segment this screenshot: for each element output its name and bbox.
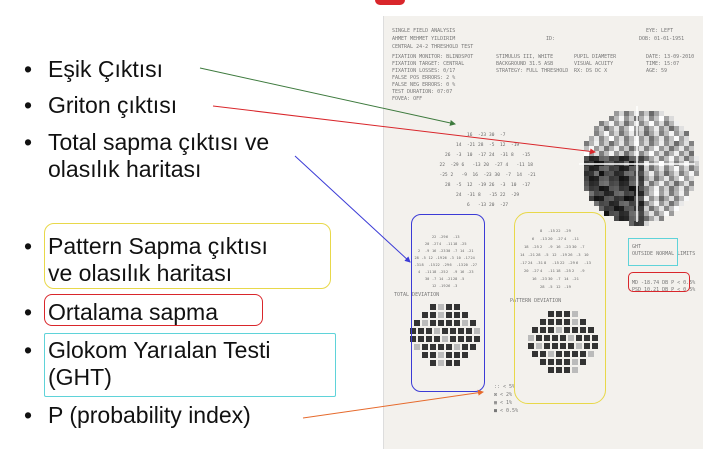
printout-cell: 14 bbox=[564, 276, 569, 281]
printout-fix-monitor: FIXATION MONITOR: BLINDSPOT bbox=[392, 54, 474, 60]
printout-cell: 28 bbox=[478, 143, 484, 148]
printout-cell: 20 bbox=[425, 242, 430, 246]
printout-cell: -29 bbox=[568, 260, 575, 265]
printout-cell: -23 bbox=[439, 249, 446, 253]
printout-cell: -23 bbox=[564, 244, 571, 249]
printout-cell: -5 bbox=[544, 252, 549, 257]
printout-cell: -5 bbox=[460, 277, 465, 281]
printout-cell: -27 bbox=[500, 203, 509, 208]
printout-cell: 2 bbox=[450, 173, 454, 178]
printout-cell: -13 bbox=[472, 163, 481, 168]
printout-cell: 12 bbox=[552, 252, 557, 257]
printout-cell: -15 bbox=[489, 193, 498, 198]
printout-dob: DOB: 01-01-1951 bbox=[639, 36, 685, 42]
printout-cell: -19 bbox=[439, 284, 446, 288]
printout-cell: -3 bbox=[500, 183, 506, 188]
bullet-dot: • bbox=[24, 56, 33, 82]
printout-cell: 22 bbox=[560, 260, 565, 265]
printout-cell: -7 bbox=[556, 276, 561, 281]
bullet-line: Pattern Sapma çıktısı bbox=[48, 233, 268, 259]
printout-cell: -21 bbox=[528, 252, 535, 257]
printout-cell: 24 bbox=[528, 260, 533, 265]
printout-cell: -13 bbox=[540, 236, 547, 241]
printout-time: TIME: 15:07 bbox=[646, 61, 680, 67]
printout-cell: -13 bbox=[584, 260, 591, 265]
printout-cell: -11 bbox=[446, 242, 453, 246]
printout-cell: 22 bbox=[432, 235, 437, 239]
printout-cell: -27 bbox=[532, 268, 539, 273]
printout-cell: 10 bbox=[456, 256, 461, 260]
printout-cell: 30 bbox=[489, 133, 495, 138]
printout-cell: 24 bbox=[489, 153, 495, 158]
printout-rx: RX: DS DC X bbox=[574, 68, 608, 74]
printout-cell: 24 bbox=[456, 193, 462, 198]
printout-cell: -31 bbox=[467, 193, 476, 198]
printout-cell: -3 bbox=[456, 153, 462, 158]
printout-cell: 22 bbox=[556, 228, 561, 233]
printout-cell: 30 bbox=[425, 277, 430, 281]
printout-cell: 20 bbox=[548, 236, 553, 241]
printout-cell: 16 bbox=[432, 249, 437, 253]
printout-cell: 18 bbox=[556, 268, 561, 273]
printout-cell: -27 bbox=[470, 263, 477, 267]
printout-program: CENTRAL 24-2 THRESHOLD TEST bbox=[392, 44, 474, 50]
printout-cell: 18 bbox=[453, 242, 458, 246]
printout-patient: AHMET MEHMET YILDIRIM bbox=[392, 36, 456, 42]
printout-cell: -29 bbox=[439, 235, 446, 239]
printout-cell: 14 bbox=[516, 173, 522, 178]
printout-cell: -29 bbox=[442, 263, 449, 267]
printout-cell: 8 bbox=[421, 263, 424, 267]
printout-cell: 2 bbox=[540, 244, 543, 249]
printout-cell: 26 bbox=[446, 284, 451, 288]
printout-cell: -15 bbox=[428, 263, 435, 267]
bullet-dot: • bbox=[24, 299, 33, 325]
printout-cell: 14 bbox=[460, 249, 465, 253]
printout-date: DATE: 13-09-2010 bbox=[646, 54, 695, 60]
printout-cell: 26 bbox=[489, 183, 495, 188]
printout-cell: 20 bbox=[483, 163, 489, 168]
printout-cell: 22 bbox=[439, 163, 445, 168]
bullet-line: Total sapma çıktısı ve bbox=[48, 129, 270, 155]
printout-cell: 12 bbox=[432, 284, 437, 288]
printout-cell: 8 bbox=[478, 193, 481, 198]
printout-cell: 18 bbox=[527, 163, 533, 168]
printout-cell: 2 bbox=[418, 249, 421, 253]
printout-cell: 22 bbox=[500, 193, 506, 198]
printout-psd-value: PSD 10.21 DB P < 0.5% bbox=[632, 287, 696, 293]
printout-cell: -27 bbox=[494, 163, 503, 168]
printout-false-pos: FALSE POS ERRORS: 2 % bbox=[392, 75, 456, 81]
printout-cell: 20 bbox=[489, 203, 495, 208]
printout-cell: -31 bbox=[536, 260, 543, 265]
printout-cell: 20 bbox=[463, 263, 468, 267]
printout-cell: 16 bbox=[467, 133, 473, 138]
printout-cell: 26 bbox=[445, 153, 451, 158]
printout-ght-value: OUTSIDE NORMAL LIMITS bbox=[632, 251, 696, 257]
printout-cell: 12 bbox=[467, 183, 473, 188]
bullet-text: Griton çıktısı bbox=[48, 92, 178, 118]
printout-cell: -9 bbox=[548, 244, 553, 249]
printout-cell: -7 bbox=[432, 277, 437, 281]
printout-cell: 14 bbox=[456, 143, 462, 148]
printout-cell: -17 bbox=[520, 260, 527, 265]
printout-cell: -23 bbox=[478, 133, 487, 138]
printout-cell: -19 bbox=[511, 143, 520, 148]
printout-cell: -29 bbox=[564, 228, 571, 233]
printout-eye: EYE: LEFT bbox=[646, 28, 674, 34]
printout-cell: -13 bbox=[478, 203, 487, 208]
printout-cell: 6 bbox=[576, 260, 579, 265]
printout-cell: 16 bbox=[472, 173, 478, 178]
printout-cell: 28 bbox=[536, 252, 541, 257]
printout-cell: -21 bbox=[467, 249, 474, 253]
arrow-esik bbox=[200, 68, 455, 124]
printout-cell: 28 bbox=[445, 183, 451, 188]
printout-cell: 6 bbox=[449, 263, 452, 267]
printout-cell: 6 bbox=[446, 235, 449, 239]
printout-cell: -19 bbox=[560, 252, 567, 257]
bullet-dot: • bbox=[24, 233, 33, 259]
printout-cell: -9 bbox=[425, 249, 430, 253]
arrow-total-sapma bbox=[295, 156, 410, 262]
printout-cell: -11 bbox=[425, 270, 432, 274]
printout-cell: -3 bbox=[449, 256, 454, 260]
printout-cell: -25 bbox=[439, 173, 448, 178]
printout-pattern-dev-label: PATTERN DEVIATION bbox=[510, 298, 562, 304]
printout-cell: 4 bbox=[505, 163, 509, 168]
printout-fix-losses: FIXATION LOSSES: 0/17 bbox=[392, 68, 456, 74]
printout-cell: -5 bbox=[456, 183, 462, 188]
printout-cell: -21 bbox=[446, 277, 453, 281]
printout-cell: -11 bbox=[548, 268, 555, 273]
printout-cell: 20 bbox=[524, 268, 529, 273]
printout-cell: -17 bbox=[522, 183, 531, 188]
printout-cell: 6 bbox=[532, 236, 535, 241]
bullet-text: Ortalama sapma bbox=[48, 299, 219, 325]
printout-cell: -25 bbox=[532, 244, 539, 249]
printout-cell: -7 bbox=[580, 244, 585, 249]
printout-legend-2: ⊠ < 2% bbox=[494, 392, 513, 398]
printout-cell: 30 bbox=[446, 249, 451, 253]
printout-cell: -29 bbox=[511, 193, 520, 198]
printout-cell: -11 bbox=[572, 236, 579, 241]
printout-cell: -21 bbox=[527, 173, 536, 178]
printout-cell: 16 bbox=[460, 270, 465, 274]
printout-cell: -27 bbox=[432, 242, 439, 246]
printout-cell: -15 bbox=[548, 228, 555, 233]
printout-cell: 24 bbox=[470, 256, 475, 260]
printout-cell: -17 bbox=[463, 256, 470, 260]
printout-cell: -29 bbox=[450, 163, 459, 168]
printout-cell: 28 bbox=[414, 256, 419, 260]
printout-cell: 30 bbox=[548, 276, 553, 281]
printout-cell: -13 bbox=[453, 235, 460, 239]
printout-id: ID: bbox=[546, 36, 556, 42]
printout-ght-label: GHT bbox=[632, 244, 642, 250]
printout-cell: -27 bbox=[556, 236, 563, 241]
printout-cell: 30 bbox=[572, 244, 577, 249]
printout-cell: 18 bbox=[432, 270, 437, 274]
printout-cell: -21 bbox=[572, 276, 579, 281]
arrow-probability bbox=[303, 392, 483, 418]
printout-cell: 10 bbox=[467, 153, 473, 158]
printout-cell: 26 bbox=[568, 252, 573, 257]
printout-cell: 8 bbox=[540, 228, 543, 233]
printout-cell: 4 bbox=[439, 242, 442, 246]
printout-cell: -5 bbox=[421, 256, 426, 260]
printout-cell: -31 bbox=[414, 263, 421, 267]
printout-cell: -15 bbox=[522, 153, 531, 158]
printout-cell: 28 bbox=[453, 277, 458, 281]
printout-cell: 16 bbox=[556, 244, 561, 249]
bullet-dot: • bbox=[24, 402, 33, 428]
printout-cell: 10 bbox=[511, 183, 517, 188]
bullet-line: ve olasılık haritası bbox=[48, 260, 233, 286]
printout-cell: 2 bbox=[446, 270, 449, 274]
printout-cell: -19 bbox=[564, 284, 571, 289]
printout-cell: 12 bbox=[428, 256, 433, 260]
printout-duration: TEST DURATION: 07:07 bbox=[392, 89, 453, 95]
printout-cell: 8 bbox=[544, 260, 547, 265]
printout-cell: 4 bbox=[540, 268, 543, 273]
printout-cell: -15 bbox=[552, 260, 559, 265]
printout-cell: -21 bbox=[467, 143, 476, 148]
printout-cell: 6 bbox=[461, 163, 465, 168]
printout-cell: -31 bbox=[500, 153, 509, 158]
bullet-text: P (probability index) bbox=[48, 402, 251, 428]
printout-cell: -23 bbox=[483, 173, 492, 178]
bullet-dot: • bbox=[24, 337, 33, 363]
printout-cell: -25 bbox=[439, 270, 446, 274]
bullet-line: olasılık haritası bbox=[48, 156, 202, 182]
printout-strategy: STRATEGY: FULL THRESHOLD bbox=[496, 68, 569, 74]
printout-cell: 4 bbox=[418, 270, 421, 274]
printout-cell: 28 bbox=[540, 284, 545, 289]
printout-cell: 22 bbox=[435, 263, 440, 267]
printout-cell: -9 bbox=[580, 268, 585, 273]
printout-stimulus: STIMULUS III, WHITE bbox=[496, 54, 554, 60]
printout-fovea: FOVEA: OFF bbox=[392, 96, 423, 102]
printout-cell: 30 bbox=[494, 173, 500, 178]
printout-cell: -7 bbox=[453, 249, 458, 253]
printout-cell: -3 bbox=[576, 252, 581, 257]
printout-legend-1: :: < 5% bbox=[494, 384, 516, 390]
printout-cell: 4 bbox=[564, 236, 567, 241]
printout-acuity: VISUAL ACUITY bbox=[574, 61, 614, 67]
printout-cell: -19 bbox=[478, 183, 487, 188]
printout-cell: -5 bbox=[489, 143, 495, 148]
printout-cell: -19 bbox=[435, 256, 442, 260]
printout-cell: -7 bbox=[505, 173, 511, 178]
printout-cell: -3 bbox=[453, 284, 458, 288]
printout-age: AGE: 59 bbox=[646, 68, 668, 74]
printout-cell: -13 bbox=[456, 263, 463, 267]
printout-cell: -25 bbox=[460, 242, 467, 246]
printout-cell: -17 bbox=[478, 153, 487, 158]
printout-cell: -5 bbox=[548, 284, 553, 289]
printout-title: SINGLE FIELD ANALYSIS bbox=[392, 28, 456, 34]
printout-cell: 12 bbox=[556, 284, 561, 289]
bullet-dot: • bbox=[24, 129, 33, 155]
printout-pupil: PUPIL DIAMETER bbox=[574, 54, 617, 60]
printout-fix-target: FIXATION TARGET: CENTRAL bbox=[392, 61, 465, 67]
printout-md-value: MD -18.74 DB P < 0.5% bbox=[632, 280, 696, 286]
printout-legend-4: ■ < 0.5% bbox=[494, 408, 519, 414]
printout-cell: 14 bbox=[439, 277, 444, 281]
printout-cell: -9 bbox=[461, 173, 467, 178]
printout-cell: 16 bbox=[532, 276, 537, 281]
printout-total-dev-label: TOTAL DEVIATION bbox=[394, 292, 440, 298]
printout-cell: -25 bbox=[564, 268, 571, 273]
printout-cell: 14 bbox=[520, 252, 525, 257]
printout-cell: 2 bbox=[572, 268, 575, 273]
printout-cell: -9 bbox=[453, 270, 458, 274]
printout-cell: -23 bbox=[467, 270, 474, 274]
printout-cell: -23 bbox=[540, 276, 547, 281]
printout-cell: 6 bbox=[467, 203, 470, 208]
printout-false-neg: FALSE NEG ERRORS: 0 % bbox=[392, 82, 456, 88]
bullet-text: Eşik Çıktısı bbox=[48, 56, 164, 82]
printout-legend-3: ▦ < 1% bbox=[494, 400, 513, 406]
bullet-line: Glokom Yarıalan Testi bbox=[48, 337, 271, 363]
printout-cell: 10 bbox=[584, 252, 589, 257]
printout-cell: 26 bbox=[442, 256, 447, 260]
printout-background: BACKGROUND 31.5 ASB bbox=[496, 61, 554, 67]
printout-cell: -7 bbox=[500, 133, 506, 138]
bullet-line: (GHT) bbox=[48, 364, 112, 390]
printout-cell: 18 bbox=[524, 244, 529, 249]
printout-cell: -11 bbox=[516, 163, 525, 168]
printout-cell: 8 bbox=[511, 153, 514, 158]
bullet-dot: • bbox=[24, 92, 33, 118]
printout-cell: 12 bbox=[500, 143, 506, 148]
